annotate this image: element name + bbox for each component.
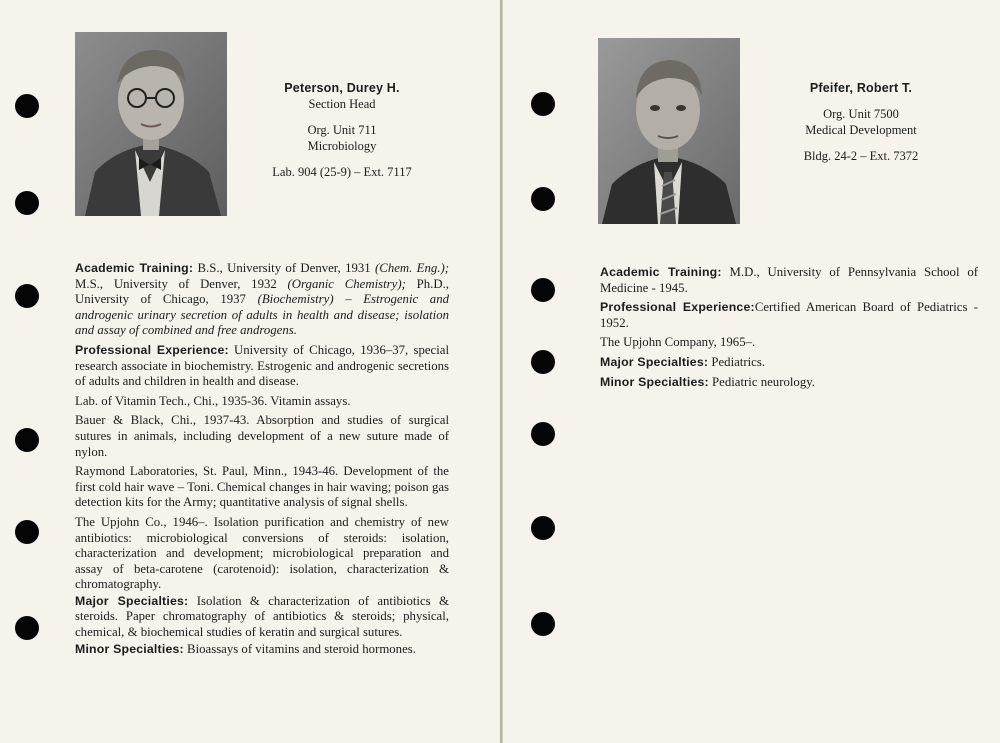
experience-entry: Raymond Laboratories, St. Paul, Minn., 1943-46. Development of the first cold hair wave – Toni. Chemical changes in hair waving; poison gas detection kits for the Army; quantitative analysis of signal shells. — [75, 464, 449, 510]
section-label: Professional Experience: — [600, 300, 755, 315]
profile-header-pfeifer — [761, 80, 961, 164]
binder-hole — [15, 94, 39, 118]
section-label: Major Specialties: — [75, 593, 189, 608]
binder-hole — [15, 428, 39, 452]
department: Medical Development — [805, 123, 917, 137]
right-page — [502, 0, 1000, 743]
experience-entry: The Upjohn Company, 1965–. — [600, 335, 756, 350]
location-extension: Lab. 904 (25-9) – Ext. 7117 — [272, 165, 412, 179]
section-label: Minor Specialties: — [75, 641, 184, 656]
binder-hole — [15, 616, 39, 640]
person-name: Peterson, Durey H. — [284, 81, 400, 95]
binder-hole — [531, 187, 555, 211]
professional-experience: Professional Experience: University of Chicago, 1936–37, special research associate in biochemistry. Estrogenic and androgenic secretions of adults and children in health and disease. — [75, 342, 449, 389]
academic-training: Academic Training: B.S., University of Denver, 1931 (Chem. Eng.); M.S., University of Denver, 1932 (Organic Chemistry); Ph.D., University of Chicago, 1937 (Biochemistry) – Estrogenic and androgenic urinary secretion of adults in health and disease; isolation and assay of combined and free androgens. — [75, 261, 449, 338]
academic-training: Academic Training: M.D., University of Pennsylvania School of Medicine - 1945. — [600, 265, 978, 295]
binder-hole — [15, 284, 39, 308]
major-specialties: Major Specialties: Isolation & characterization of antibiotics & steroids. Paper chromatography of antibiotics & steroids; physical, chemical, & biochemical studies of keratin and surgical sutures. — [75, 593, 449, 640]
binder-hole — [531, 92, 555, 116]
binder-hole — [531, 350, 555, 374]
binder-hole — [531, 278, 555, 302]
binder-hole — [531, 612, 555, 636]
profile-header-peterson — [242, 80, 442, 180]
professional-experience: Professional Experience:Certified American Board of Pediatrics - 1952. — [600, 300, 978, 330]
binder-hole — [531, 422, 555, 446]
minor-specialties: Minor Specialties: Pediatric neurology. — [600, 374, 815, 389]
org-unit: Org. Unit 7500 — [823, 107, 899, 121]
minor-specialties: Minor Specialties: Bioassays of vitamins and steroid hormones. — [75, 641, 416, 656]
major-specialties: Major Specialties: Pediatrics. — [600, 354, 766, 369]
portrait-photo-pfeifer — [598, 38, 740, 224]
department: Microbiology — [307, 139, 377, 153]
binder-hole — [15, 191, 39, 215]
binder-hole — [531, 516, 555, 540]
section-label: Academic Training: — [600, 265, 722, 279]
org-unit: Org. Unit 711 — [307, 123, 377, 137]
location-extension: Bldg. 24-2 – Ext. 7372 — [803, 149, 919, 163]
section-label: Professional Experience: — [75, 342, 229, 357]
profile-body-pfeifer — [600, 265, 978, 394]
section-label: Major Specialties: — [600, 354, 709, 369]
binder-hole — [15, 520, 39, 544]
experience-entry: The Upjohn Co., 1946–. Isolation purification and chemistry of new antibiotics: microbiological conversions of steroids: isolation, characterization and development; microbiological preparation and assay of beta-carotene (carotenoid): isolation, characterization & chromatography. — [75, 514, 449, 592]
portrait-photo-peterson — [75, 32, 227, 216]
experience-entry: Bauer & Black, Chi., 1937-43. Absorption and studies of surgical sutures in animals, including development of a new suture made of nylon. — [75, 413, 449, 459]
experience-entry: Lab. of Vitamin Tech., Chi., 1935-36. Vitamin assays. — [75, 393, 351, 408]
job-title: Section Head — [308, 97, 376, 111]
person-name: Pfeifer, Robert T. — [809, 81, 913, 95]
section-label: Minor Specialties: — [600, 374, 709, 389]
profile-body-peterson — [75, 261, 449, 661]
section-label: Academic Training: — [75, 261, 194, 275]
